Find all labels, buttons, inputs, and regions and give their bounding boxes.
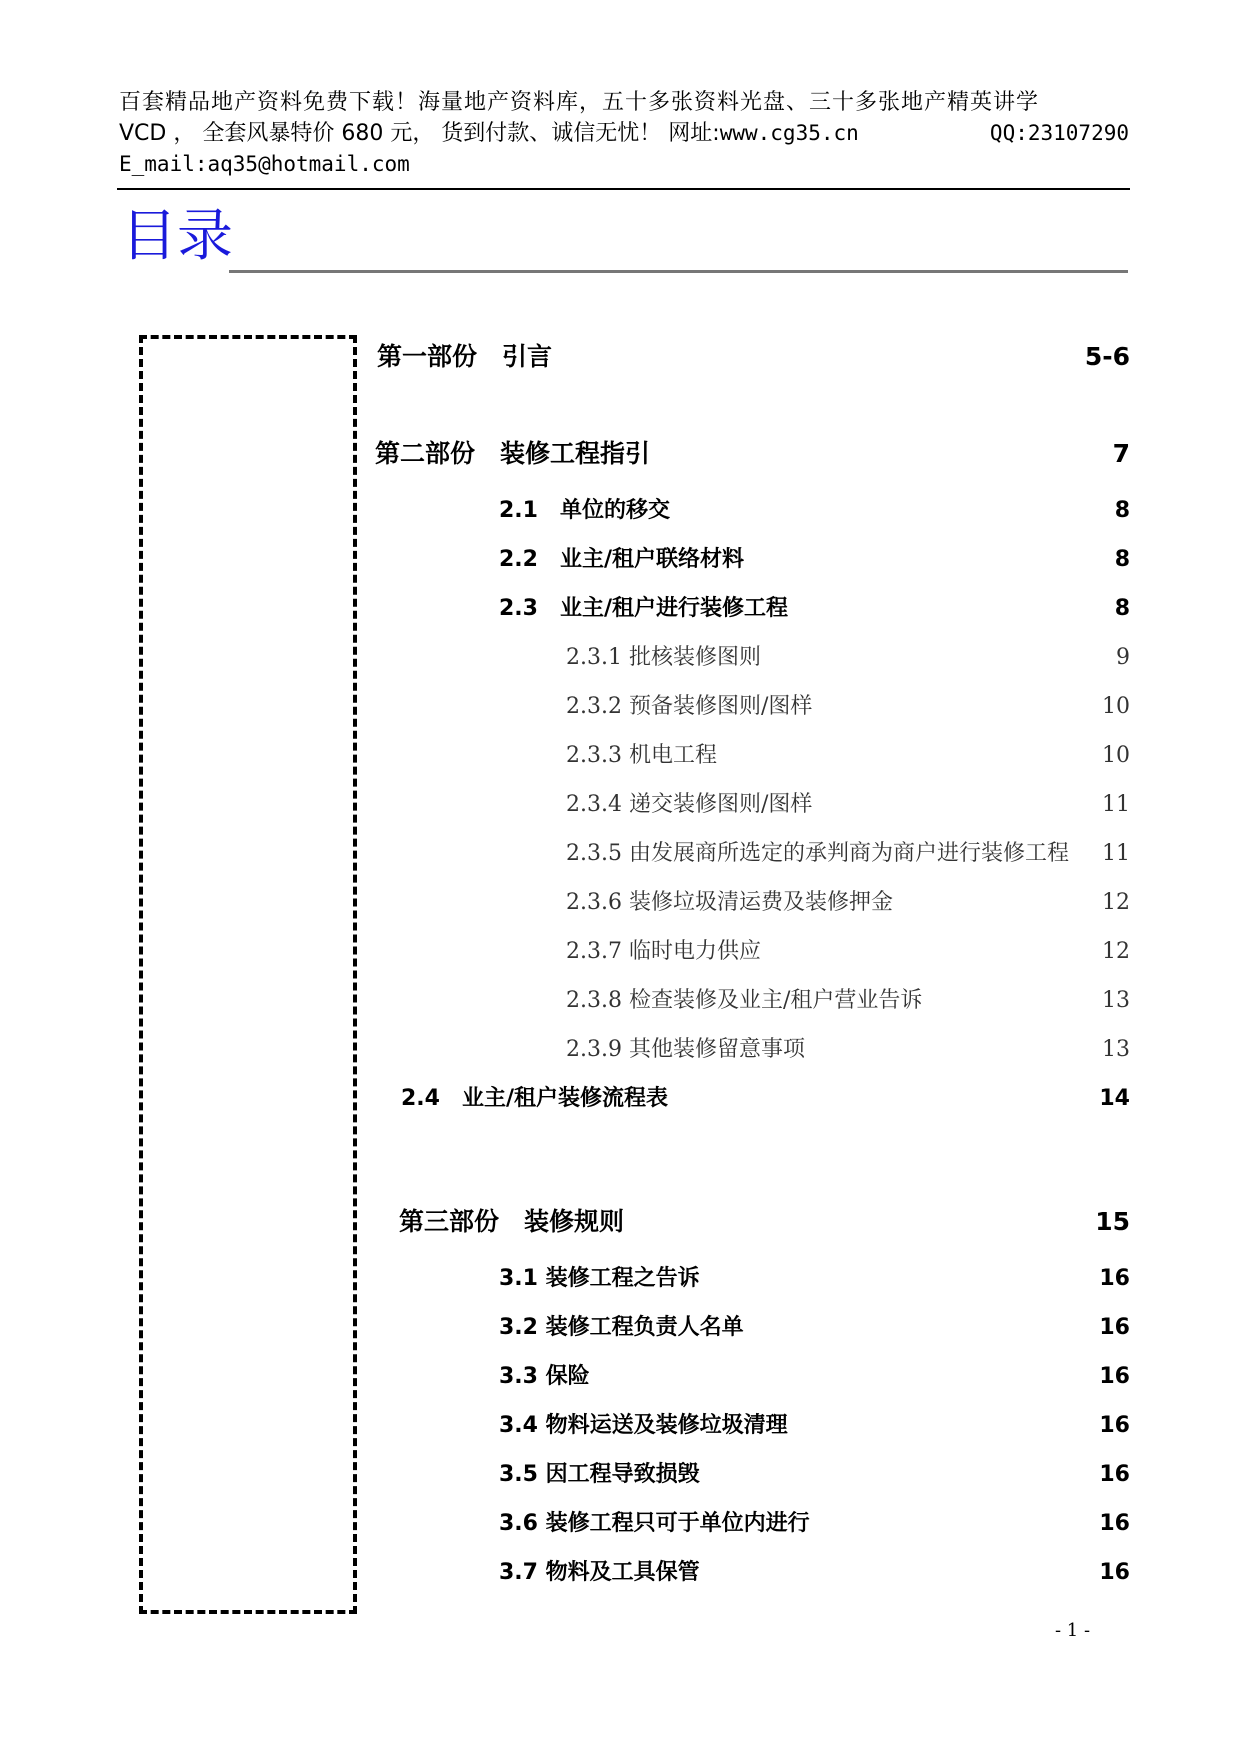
toc-entry-label: 第一部份 引言	[377, 342, 553, 371]
toc-entry-page: 16	[1099, 1364, 1130, 1389]
toc-entry-label: 3.3 保险	[499, 1364, 590, 1389]
page-title: 目录	[121, 204, 233, 269]
toc-entry-label: 第三部份 装修规则	[399, 1207, 625, 1236]
toc-entry-2-3-7[interactable]	[566, 934, 1130, 965]
toc-entry-label: 2.4 业主/租户装修流程表	[401, 1086, 669, 1111]
toc-entry-page: 11	[1102, 841, 1130, 866]
toc-entry-label: 2.3.6 装修垃圾清运费及装修押金	[566, 890, 893, 915]
toc-entry-label: 第二部份 装修工程指引	[375, 439, 651, 468]
toc-entry-label: 3.4 物料运送及装修垃圾清理	[499, 1413, 788, 1438]
toc-entry-3-5[interactable]	[499, 1457, 1130, 1488]
toc-entry-page: 16	[1099, 1560, 1130, 1585]
header-qq: QQ:23107290	[989, 121, 1129, 145]
toc-entry-page: 16	[1099, 1413, 1130, 1438]
toc-entry-label: 2.2 业主/租户联络材料	[499, 547, 745, 572]
toc-entry-page: 8	[1114, 547, 1130, 572]
toc-entry-label: 2.3.8 检查装修及业主/租户营业告诉	[566, 988, 923, 1013]
toc-entry-page: 15	[1095, 1207, 1130, 1236]
toc-entry-page: 8	[1114, 498, 1130, 523]
toc-entry-label: 3.1 装修工程之告诉	[499, 1266, 700, 1291]
toc-entry-2-3-5[interactable]	[566, 836, 1130, 867]
toc-entry-2-3-8[interactable]	[566, 983, 1130, 1014]
toc-entry-label: 3.5 因工程导致损毁	[499, 1462, 700, 1487]
toc-entry-2-3[interactable]	[499, 591, 1130, 622]
toc-entry-2-3-4[interactable]	[566, 787, 1130, 818]
toc-entry-3-7[interactable]	[499, 1555, 1130, 1586]
toc-entry-page: 9	[1116, 645, 1130, 670]
toc-entry-page: 8	[1114, 596, 1130, 621]
toc-entry-3-6[interactable]	[499, 1506, 1130, 1537]
toc-entry-part1[interactable]	[377, 337, 1130, 373]
header-website-link[interactable]: www.cg35.cn	[719, 121, 859, 145]
toc-entry-page: 16	[1099, 1266, 1130, 1291]
header-price-text: VCD ， 全套风暴特价 680 元， 货到付款、诚信无忧！ 网址:www.cg35.cn	[119, 121, 859, 146]
toc-entry-page: 16	[1099, 1462, 1130, 1487]
toc-entry-label: 2.3.1 批核装修图则	[566, 645, 761, 670]
toc-entry-3-4[interactable]	[499, 1408, 1130, 1439]
header-email[interactable]: E_mail:aq35@hotmail.com	[119, 152, 410, 176]
toc-entry-part2[interactable]	[375, 434, 1130, 470]
toc-entry-3-2[interactable]	[499, 1310, 1130, 1341]
toc-entry-label: 2.1 单位的移交	[499, 498, 670, 523]
toc-entry-2-3-1[interactable]	[566, 640, 1130, 671]
toc-entry-page: 10	[1102, 743, 1130, 768]
toc-entry-label: 2.3.9 其他装修留意事项	[566, 1037, 805, 1062]
toc-entry-label: 3.7 物料及工具保管	[499, 1560, 700, 1585]
toc-entry-page: 7	[1112, 439, 1130, 468]
toc-entry-label: 2.3.2 预备装修图则/图样	[566, 694, 813, 719]
toc-entry-label: 2.3.7 临时电力供应	[566, 939, 761, 964]
toc-entry-3-3[interactable]	[499, 1359, 1130, 1390]
toc-entry-label: 3.6 装修工程只可于单位内进行	[499, 1511, 810, 1536]
toc-entry-2-3-3[interactable]	[566, 738, 1130, 769]
toc-entry-page: 12	[1102, 939, 1130, 964]
toc-entry-2-2[interactable]	[499, 542, 1130, 573]
toc-entry-3-1[interactable]	[499, 1261, 1130, 1292]
toc-entry-page: 13	[1102, 988, 1130, 1013]
toc-entry-label: 2.3.5 由发展商所选定的承判商为商户进行装修工程	[566, 841, 1069, 866]
header-promo-line: 百套精品地产资料免费下载！海量地产资料库，五十多张资料光盘、三十多张地产精英讲学	[119, 90, 1040, 115]
toc-entry-page: 16	[1099, 1511, 1130, 1536]
toc-entry-page: 11	[1102, 792, 1130, 817]
toc-entry-page: 12	[1102, 890, 1130, 915]
toc-entry-label: 3.2 装修工程负责人名单	[499, 1315, 744, 1340]
toc-entry-label: 2.3 业主/租户进行装修工程	[499, 596, 789, 621]
toc-entry-page: 14	[1099, 1086, 1130, 1111]
toc-entry-2-4[interactable]	[401, 1081, 1130, 1112]
toc-entry-page: 13	[1102, 1037, 1130, 1062]
toc-entry-2-3-9[interactable]	[566, 1032, 1130, 1063]
page-number: - 1 -	[1055, 1620, 1091, 1641]
toc-entry-part3[interactable]	[399, 1202, 1130, 1238]
toc-entry-label: 2.3.3 机电工程	[566, 743, 717, 768]
toc-entry-page: 10	[1102, 694, 1130, 719]
toc-entry-2-3-2[interactable]	[566, 689, 1130, 720]
toc-entry-2-1[interactable]	[499, 493, 1130, 524]
toc-entry-page: 16	[1099, 1315, 1130, 1340]
toc-entry-page: 5-6	[1084, 342, 1130, 371]
toc-entry-2-3-6[interactable]	[566, 885, 1130, 916]
toc-entry-label: 2.3.4 递交装修图则/图样	[566, 792, 813, 817]
